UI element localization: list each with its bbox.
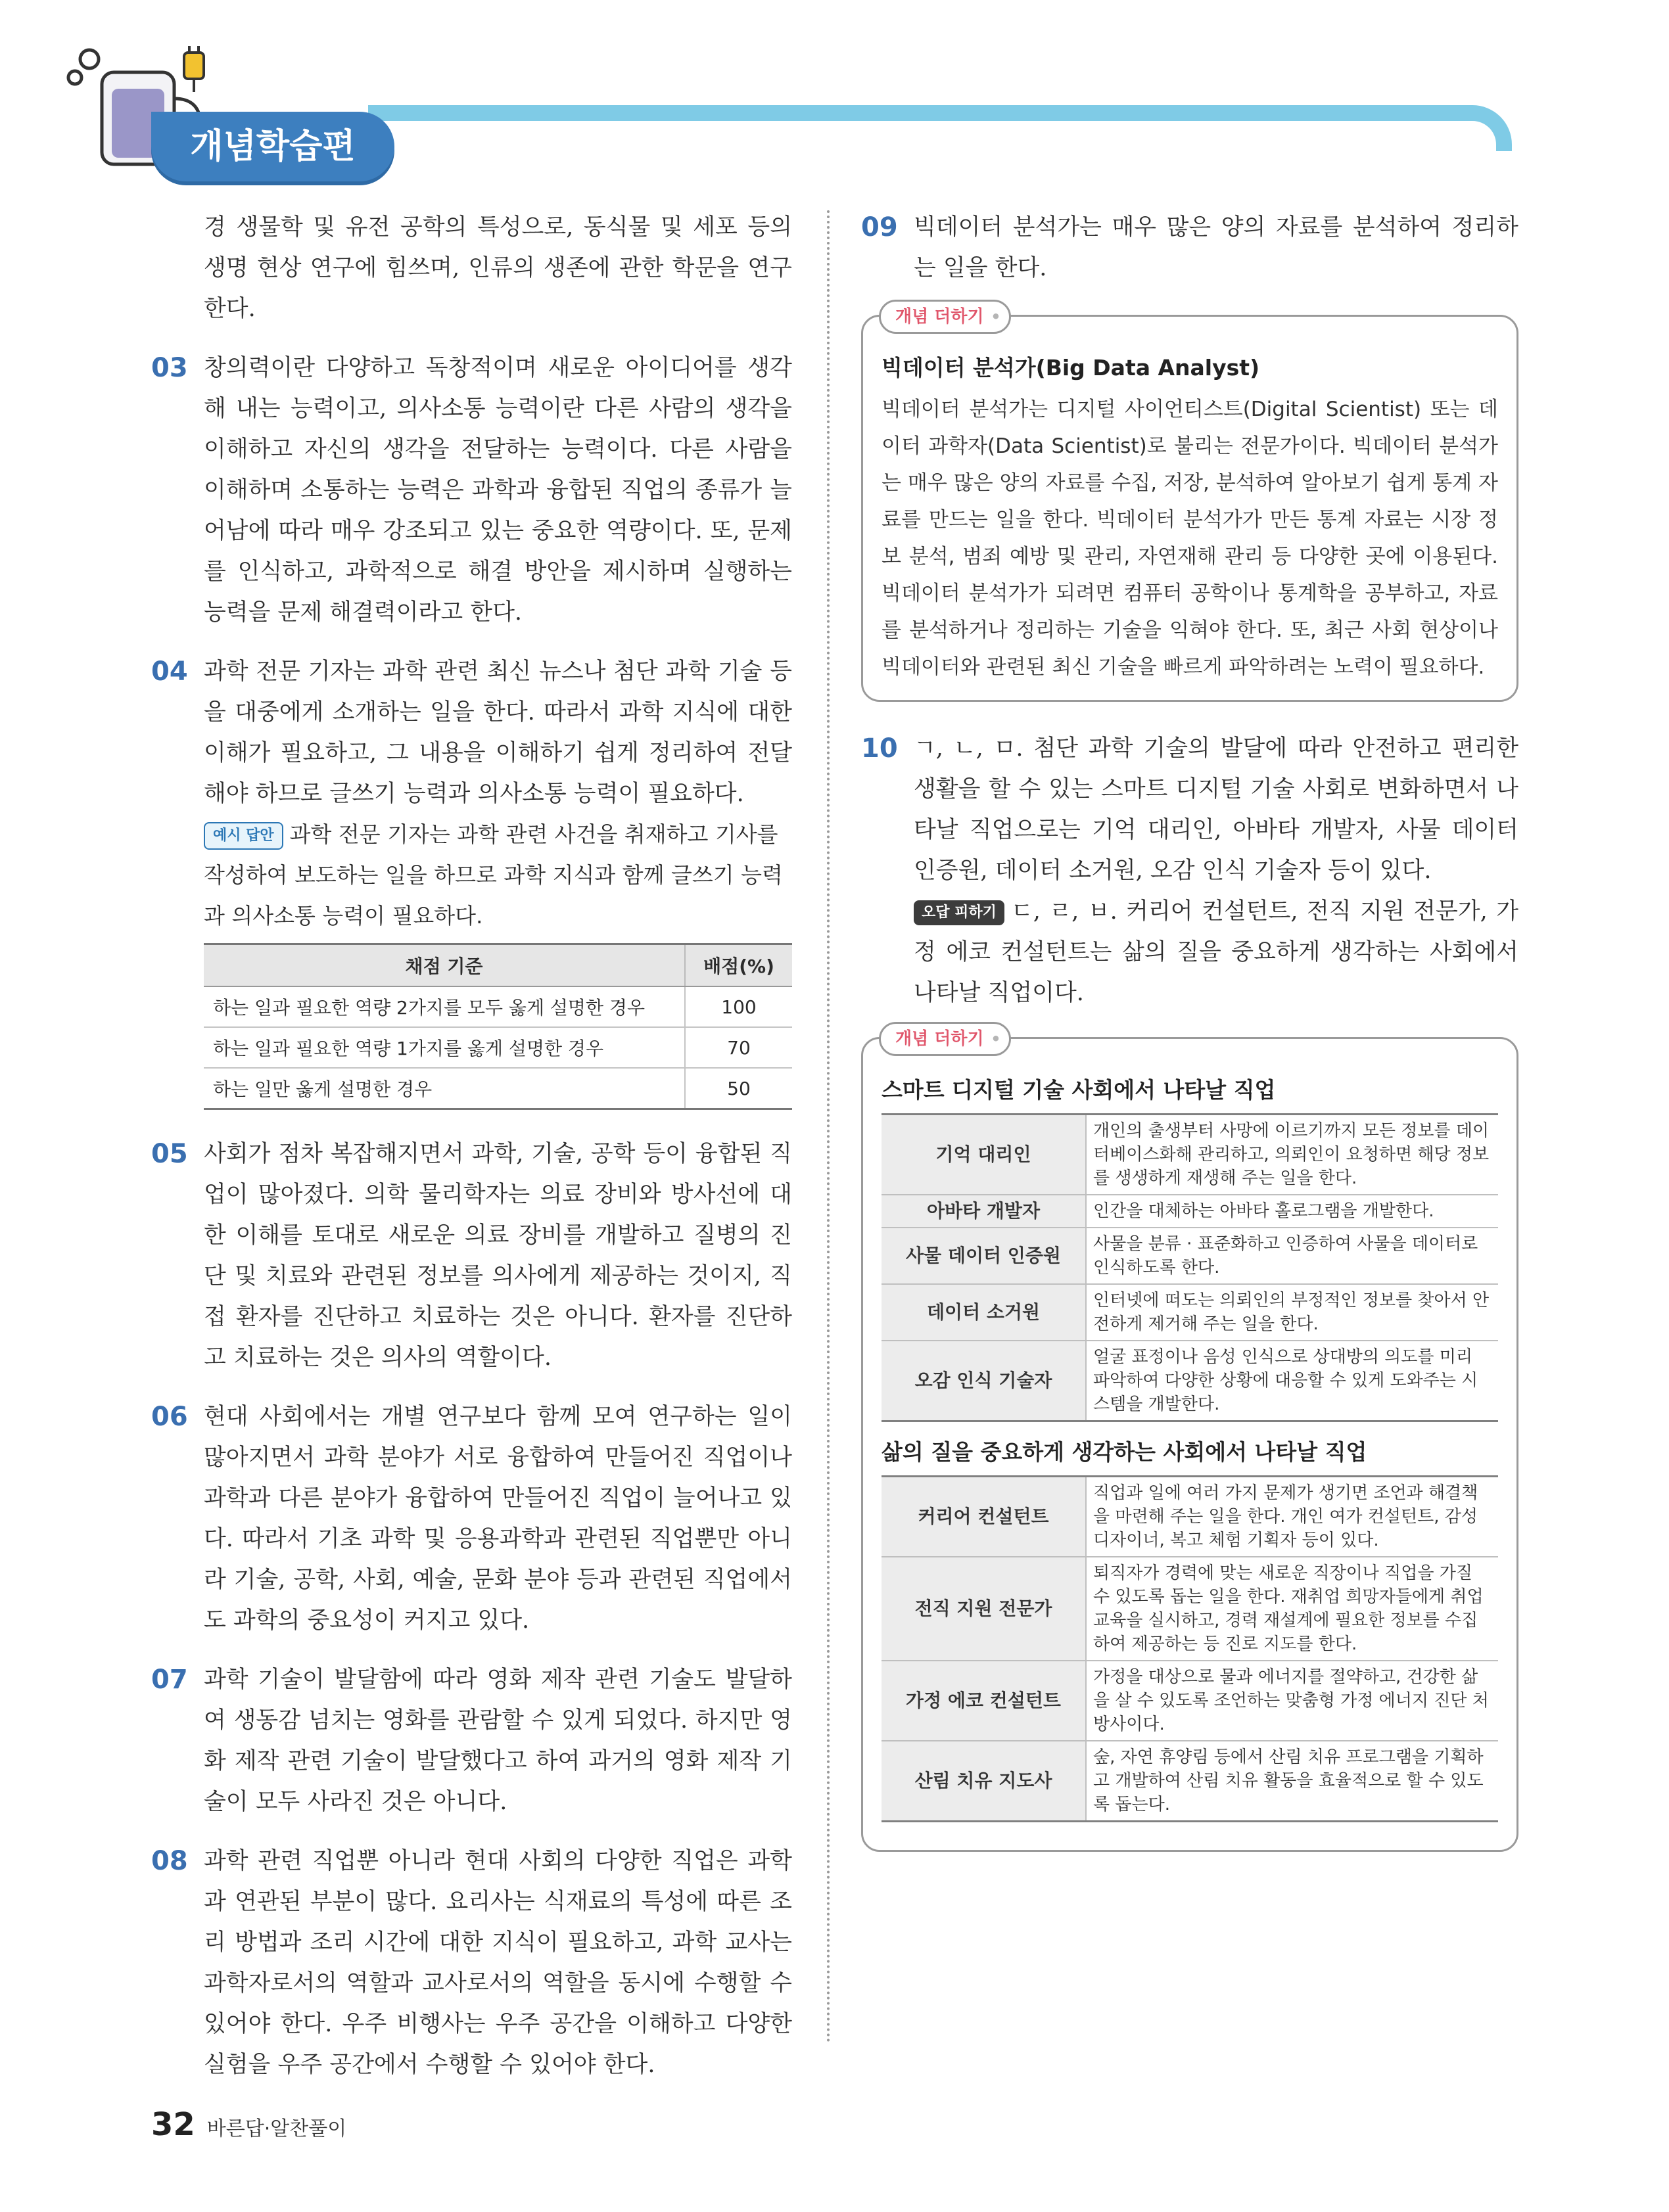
avoid-wrong-badge: 오답 피하기 — [914, 900, 1004, 925]
answer-text: 과학 전문 기자는 과학 관련 최신 뉴스나 첨단 과학 기술 등을 대중에게 소개하는 일을 한다. 따라서 과학 지식에 대한 이해가 필요하고, 그 내용을 이해하기 쉽게 정리하여 전달해야 하므로 글쓰기 능력과 의사소통 능력이 필요하다. — [204, 658, 792, 807]
answer-06 — [151, 1396, 792, 1641]
intro-paragraph: 경 생물학 및 유전 공학의 특성으로, 동식물 및 세포 등의 생명 현상 연구에 힘쓰며, 인류의 생존에 관한 학문을 연구한다. — [204, 214, 792, 322]
table-row — [882, 1661, 1498, 1741]
wrong-answer-note — [914, 891, 1518, 1013]
example-answer-text: 과학 전문 기자는 과학 관련 사건을 취재하고 기사를 작성하여 보도하는 일을 하므로 과학 지식과 함께 글쓰기 능력과 의사소통 능력이 필요하다. — [204, 821, 783, 929]
table-row — [882, 1115, 1498, 1195]
table-row — [204, 1068, 792, 1109]
column-divider — [827, 210, 830, 2044]
table-row — [882, 1284, 1498, 1341]
footer-label: 바른답·알찬풀이 — [206, 2117, 347, 2140]
question-number: 09 — [861, 212, 898, 242]
job-name: 기억 대리인 — [882, 1115, 1086, 1195]
job-name: 사물 데이터 인증원 — [882, 1228, 1086, 1284]
job-desc: 직업과 일에 여러 가지 문제가 생기면 조언과 해결책을 마련해 주는 일을 한다. 개인 여가 컨설턴트, 감성 디자이너, 복고 체험 기획자 등이 있다. — [1086, 1477, 1498, 1557]
points-cell: 100 — [685, 986, 792, 1027]
answer-text: 현대 사회에서는 개별 연구보다 함께 모여 연구하는 일이 많아지면서 과학 분야가 서로 융합하여 만들어진 직업이나 과학과 다른 분야가 융합하여 만들어진 직업이 늘어나고 있다. 따라서 기초 과학 및 응용과학과 관련된 직업뿐만 아니라 기술, 공학, 사회, 예술, 문화 분야 등과 관련된 직업에서도 과학의 중요성이 커지고 있다. — [204, 1404, 792, 1634]
question-number: 08 — [151, 1846, 188, 1876]
answer-08 — [151, 1841, 792, 2085]
job-name: 전직 지원 전문가 — [882, 1557, 1086, 1661]
answer-05 — [151, 1134, 792, 1378]
job-name: 커리어 컨설턴트 — [882, 1477, 1086, 1557]
answer-04 — [151, 651, 792, 936]
table-row — [882, 1341, 1498, 1421]
concept-title: 빅데이터 분석가(Big Data Analyst) — [882, 355, 1260, 380]
question-number: 06 — [151, 1402, 188, 1432]
answer-text: 사회가 점차 복잡해지면서 과학, 기술, 공학 등이 융합된 직업이 많아졌다. 의학 물리학자는 의료 장비와 방사선에 대한 이해를 토대로 새로운 의료 장비를 개발하고 질병의 진단 및 치료와 관련된 정보를 의사에게 제공하는 것이지, 직접 환자를 진단하고 치료하는 것은 아니다. 환자를 진단하고 치료하는 것은 의사의 역할이다. — [204, 1141, 792, 1371]
concept-body: 빅데이터 분석가는 디지털 사이언티스트(Digital Scientist) 또는 데이터 과학자(Data Scientist)로 불리는 전문가이다. 빅데이터 분석가는 매우 많은 양의 자료를 수집, 저장, 분석하여 알아보기 쉽게 통계 자료를 만드는 일을 한다. 빅데이터 분석가가 만든 통계 자료는 시장 정보 분석, 범죄 예방 및 관리, 자연재해 관리 등 다양한 곳에 이용된다. 빅데이터 분석가가 되려면 컴퓨터 공학이나 통계학을 공부하고, 자료를 분석하거나 정리하는 기술을 익혀야 한다. 또, 최근 사회 현상이나 빅데이터와 관련된 최신 기술을 빠르게 파악하려는 노력이 필요하다. — [882, 398, 1498, 679]
job-desc: 인간을 대체하는 아바타 홀로그램을 개발한다. — [1086, 1195, 1498, 1228]
job-desc: 퇴직자가 경력에 맞는 새로운 직장이나 직업을 가질 수 있도록 돕는 일을 한다. 재취업 희망자들에게 취업 교육을 실시하고, 경력 재설계에 필요한 정보를 수집하여 제공하는 등 진로 지도를 한다. — [1086, 1557, 1498, 1661]
smart-digital-jobs-table — [882, 1113, 1498, 1422]
question-number: 10 — [861, 733, 898, 764]
answer-10 — [861, 728, 1518, 1013]
table-row — [204, 986, 792, 1027]
table-row — [882, 1228, 1498, 1284]
right-column — [861, 207, 1518, 1878]
section-title-quality-of-life: 삶의 질을 중요하게 생각하는 사회에서 나타날 직업 — [882, 1439, 1367, 1465]
question-number: 04 — [151, 657, 188, 687]
criteria-cell: 하는 일만 옳게 설명한 경우 — [204, 1068, 685, 1109]
header-bar — [368, 105, 1512, 151]
answer-text: 창의력이란 다양하고 독창적이며 새로운 아이디어를 생각해 내는 능력이고, 의사소통 능력이란 다른 사람의 생각을 이해하고 자신의 생각을 전달하는 능력이다. 다른 사람을 이해하며 소통하는 능력은 과학과 융합된 직업의 종류가 늘어남에 따라 매우 강조되고 있는 중요한 역량이다. 또, 문제를 인식하고, 과학적으로 해결 방안을 제시하며 실행하는 능력을 문제 해결력이라고 한다. — [204, 355, 792, 626]
table-row — [882, 1195, 1498, 1228]
table-row — [882, 1741, 1498, 1822]
job-desc: 가정을 대상으로 물과 에너지를 절약하고, 건강한 삶을 살 수 있도록 조언하는 맞춤형 가정 에너지 진단 처방사이다. — [1086, 1661, 1498, 1741]
concept-tab: 개념 더하기 • — [879, 300, 1011, 334]
table-row — [882, 1477, 1498, 1557]
scoring-header-points: 배점(%) — [685, 944, 792, 987]
footer — [151, 2106, 346, 2143]
section-tab: 개념학습편 — [151, 112, 394, 181]
concept-box-big-data — [861, 307, 1518, 702]
example-answer-badge: 예시 답안 — [204, 822, 283, 850]
points-cell: 70 — [685, 1027, 792, 1068]
criteria-cell: 하는 일과 필요한 역량 1가지를 옳게 설명한 경우 — [204, 1027, 685, 1068]
table-row — [882, 1557, 1498, 1661]
criteria-cell: 하는 일과 필요한 역량 2가지를 모두 옳게 설명한 경우 — [204, 986, 685, 1027]
quality-life-jobs-table — [882, 1475, 1498, 1822]
wrong-answer-text: ㄷ, ㄹ, ㅂ. 커리어 컨설턴트, 전직 지원 전문가, 가정 에코 컨설턴트는 삶의 질을 중요하게 생각하는 사회에서 나타날 직업이다. — [914, 898, 1518, 1006]
job-name: 오감 인식 기술자 — [882, 1341, 1086, 1421]
scoring-table — [204, 943, 792, 1110]
job-desc: 인터넷에 떠도는 의뢰인의 부정적인 정보를 찾아서 안전하게 제거해 주는 일을 한다. — [1086, 1284, 1498, 1341]
table-row — [204, 1027, 792, 1068]
question-number: 07 — [151, 1665, 188, 1695]
job-desc: 사물을 분류 · 표준화하고 인증하여 사물을 데이터로 인식하도록 한다. — [1086, 1228, 1498, 1284]
job-desc: 얼굴 표정이나 음성 인식으로 상대방의 의도를 미리 파악하여 다양한 상황에 대응할 수 있게 도와주는 시스템을 개발한다. — [1086, 1341, 1498, 1421]
scoring-header-criteria: 채점 기준 — [204, 944, 685, 987]
concept-box-future-jobs — [861, 1029, 1518, 1852]
answer-text: 과학 관련 직업뿐 아니라 현대 사회의 다양한 직업은 과학과 연관된 부분이 많다. 요리사는 식재료의 특성에 따른 조리 방법과 조리 시간에 대한 지식이 필요하고, 과학 교사는 과학자로서의 역할과 교사로서의 역할을 동시에 수행할 수 있어야 한다. 우주 비행사는 우주 공간을 이해하고 다양한 실험을 우주 공간에서 수행할 수 있어야 한다. — [204, 1848, 792, 2078]
job-desc: 개인의 출생부터 사망에 이르기까지 모든 정보를 데이터베이스화해 관리하고, 의뢰인이 요청하면 해당 정보를 생생하게 재생해 주는 일을 한다. — [1086, 1115, 1498, 1195]
answer-text: 빅데이터 분석가는 매우 많은 양의 자료를 분석하여 정리하는 일을 한다. — [914, 214, 1518, 281]
concept-tab: 개념 더하기 • — [879, 1022, 1011, 1056]
answer-text: ㄱ, ㄴ, ㅁ. 첨단 과학 기술의 발달에 따라 안전하고 편리한 생활을 할 수 있는 스마트 디지털 기술 사회로 변화하면서 나타날 직업으로는 기억 대리인, 아바타 개발자, 사물 데이터 인증원, 데이터 소거원, 오감 인식 기술자 등이 있다. — [914, 735, 1518, 884]
question-number: 03 — [151, 353, 188, 383]
points-cell: 50 — [685, 1068, 792, 1109]
answer-text: 과학 기술이 발달함에 따라 영화 제작 관련 기술도 발달하여 생동감 넘치는 영화를 관람할 수 있게 되었다. 하지만 영화 제작 관련 기술이 발달했다고 하여 과거의 영화 제작 기술이 모두 사라진 것은 아니다. — [204, 1667, 792, 1815]
job-name: 데이터 소거원 — [882, 1284, 1086, 1341]
left-column — [151, 207, 792, 2104]
job-desc: 숲, 자연 휴양림 등에서 산림 치유 프로그램을 기획하고 개발하여 산림 치유 활동을 효율적으로 할 수 있도록 돕는다. — [1086, 1741, 1498, 1822]
question-number: 05 — [151, 1139, 188, 1169]
page-number: 32 — [151, 2106, 195, 2143]
job-name: 가정 에코 컨설턴트 — [882, 1661, 1086, 1741]
section-title-smart-digital: 스마트 디지털 기술 사회에서 나타날 직업 — [882, 1077, 1276, 1103]
example-answer — [204, 814, 792, 936]
answer-09 — [861, 207, 1518, 288]
job-name: 산림 치유 지도사 — [882, 1741, 1086, 1822]
answer-07 — [151, 1659, 792, 1822]
answer-03 — [151, 348, 792, 633]
job-name: 아바타 개발자 — [882, 1195, 1086, 1228]
